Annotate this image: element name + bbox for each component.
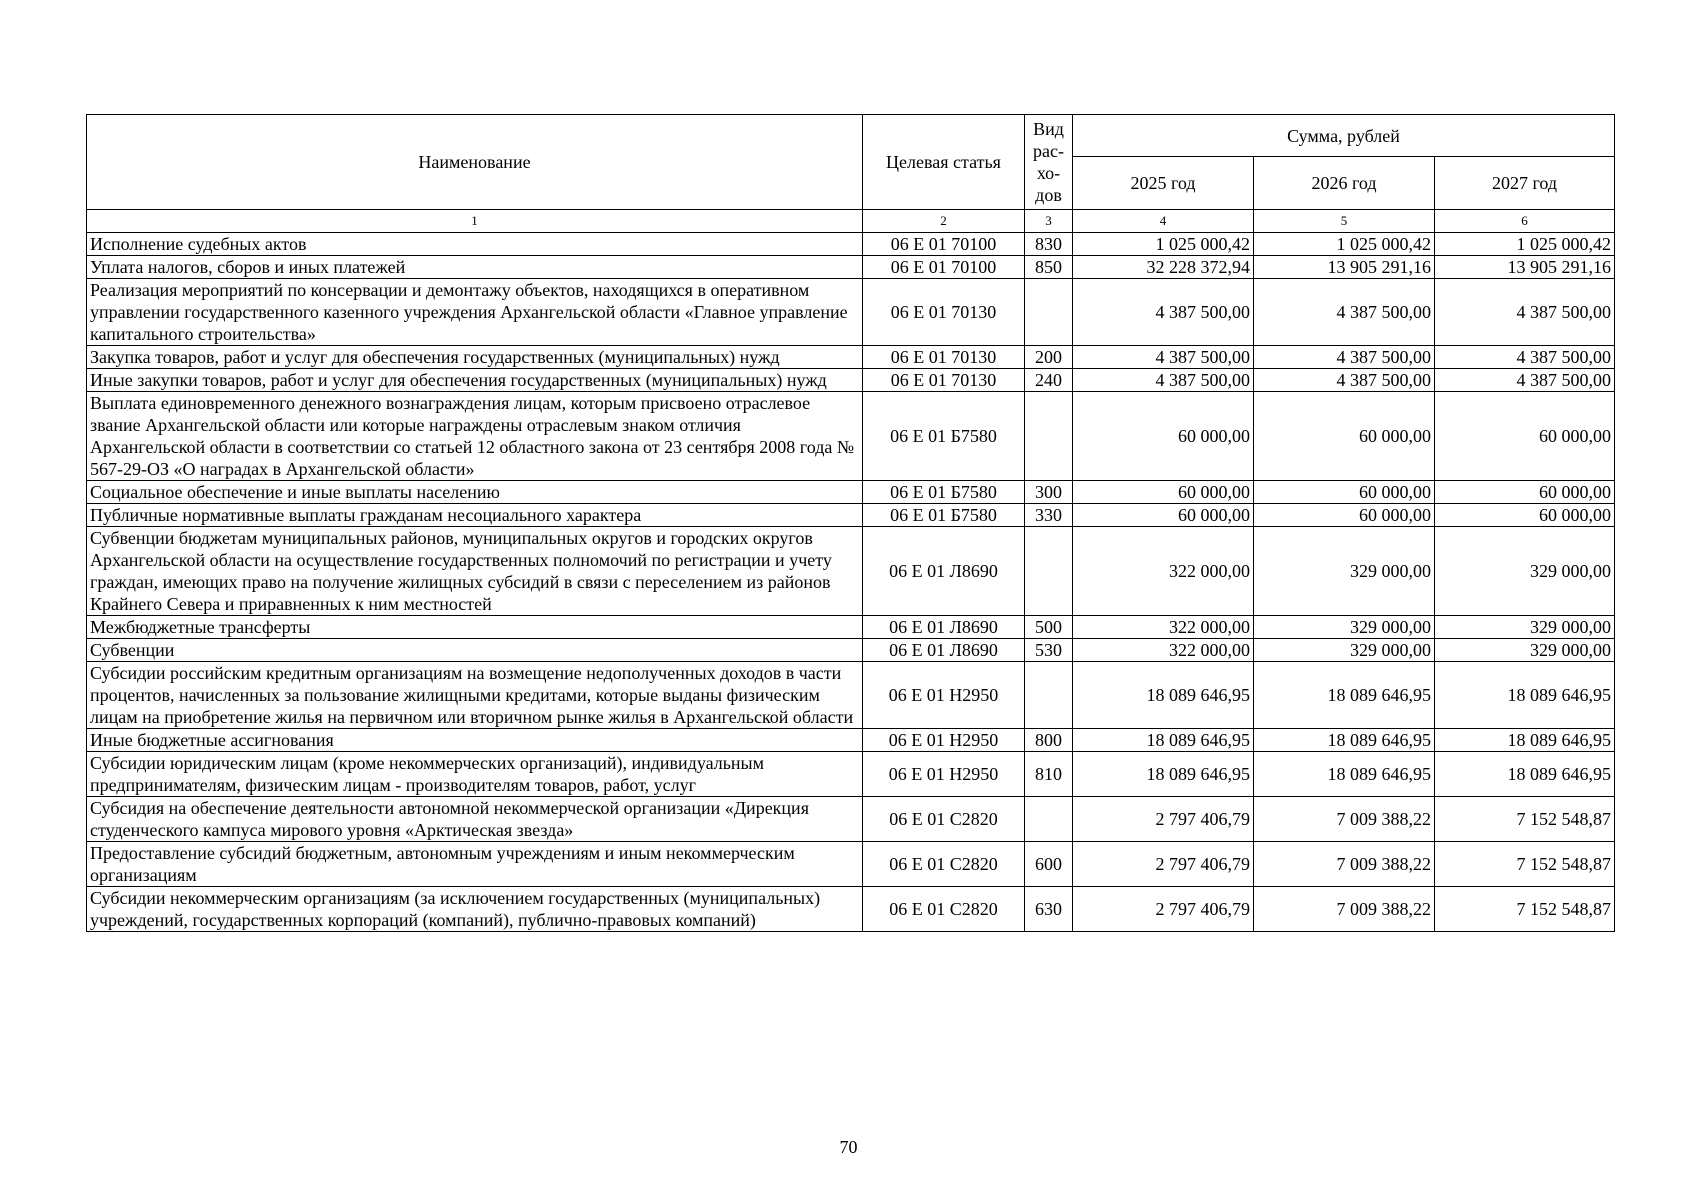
table-row	[87, 729, 1615, 752]
row-name: Исполнение судебных актов	[87, 233, 863, 256]
row-name: Реализация мероприятий по консервации и демонтажу объектов, находящихся в оперативном управлении государственного казенного учреждения Архангельской области «Главное управление капитального строительства»	[87, 279, 863, 346]
row-target-code: 06 Е 01 Н2950	[863, 662, 1025, 729]
row-name: Закупка товаров, работ и услуг для обеспечения государственных (муниципальных) нужд	[87, 346, 863, 369]
row-name: Социальное обеспечение и иные выплаты населению	[87, 481, 863, 504]
row-expense-kind	[1025, 527, 1073, 616]
row-name: Межбюджетные трансферты	[87, 616, 863, 639]
header-year-2026: 2026 год	[1254, 157, 1435, 210]
row-sum-2026: 60 000,00	[1254, 504, 1435, 527]
row-target-code: 06 Е 01 Л8690	[863, 527, 1025, 616]
row-sum-2027: 1 025 000,42	[1435, 233, 1615, 256]
row-sum-2027: 7 152 548,87	[1435, 842, 1615, 887]
row-target-code: 06 Е 01 Н2950	[863, 729, 1025, 752]
row-sum-2025: 32 228 372,94	[1073, 256, 1254, 279]
row-target-code: 06 Е 01 С2820	[863, 797, 1025, 842]
row-name: Субсидия на обеспечение деятельности автономной некоммерческой организации «Дирекция студенческого кампуса мирового уровня «Арктическая звезда»	[87, 797, 863, 842]
header-code	[863, 115, 1025, 210]
row-expense-kind: 850	[1025, 256, 1073, 279]
table-row	[87, 639, 1615, 662]
row-sum-2027: 18 089 646,95	[1435, 729, 1615, 752]
row-expense-kind: 500	[1025, 616, 1073, 639]
row-expense-kind	[1025, 662, 1073, 729]
table-row	[87, 797, 1615, 842]
header-code-label: Целевая статья	[886, 152, 1001, 172]
row-name: Субсидии юридическим лицам (кроме некоммерческих организаций), индивидуальным предпринимателям, физическим лицам - производителям товаров, работ, услуг	[87, 752, 863, 797]
table-row	[87, 752, 1615, 797]
row-name: Предоставление субсидий бюджетным, автономным учреждениям и иным некоммерческим организациям	[87, 842, 863, 887]
row-expense-kind: 530	[1025, 639, 1073, 662]
row-sum-2025: 2 797 406,79	[1073, 797, 1254, 842]
row-expense-kind: 810	[1025, 752, 1073, 797]
row-sum-2026: 7 009 388,22	[1254, 797, 1435, 842]
row-name: Субвенции бюджетам муниципальных районов, муниципальных округов и городских округов Архангельской области на осуществление государственных полномочий по регистрации и учету граждан, имеющих право на получение жилищных субсидий в связи с переселением из районов Крайнего Севера и приравненных к ним местностей	[87, 527, 863, 616]
column-number-row	[87, 210, 1615, 233]
row-sum-2027: 13 905 291,16	[1435, 256, 1615, 279]
row-name: Уплата налогов, сборов и иных платежей	[87, 256, 863, 279]
row-target-code: 06 Е 01 Б7580	[863, 392, 1025, 481]
row-sum-2027: 329 000,00	[1435, 639, 1615, 662]
row-sum-2025: 322 000,00	[1073, 616, 1254, 639]
budget-table	[86, 114, 1615, 932]
row-sum-2026: 13 905 291,16	[1254, 256, 1435, 279]
row-target-code: 06 Е 01 70130	[863, 279, 1025, 346]
table-body	[87, 233, 1615, 932]
row-sum-2025: 60 000,00	[1073, 392, 1254, 481]
row-target-code: 06 Е 01 Л8690	[863, 616, 1025, 639]
row-sum-2026: 4 387 500,00	[1254, 279, 1435, 346]
row-sum-2027: 4 387 500,00	[1435, 346, 1615, 369]
row-sum-2027: 7 152 548,87	[1435, 797, 1615, 842]
row-sum-2027: 60 000,00	[1435, 504, 1615, 527]
row-sum-2025: 18 089 646,95	[1073, 662, 1254, 729]
column-number: 1	[87, 210, 863, 233]
row-sum-2026: 7 009 388,22	[1254, 887, 1435, 932]
table-row	[87, 842, 1615, 887]
row-target-code: 06 Е 01 С2820	[863, 842, 1025, 887]
row-name: Выплата единовременного денежного вознаграждения лицам, которым присвоено отраслевое звание Архангельской области или которые награждены отраслевым знаком отличия Архангельской области в соответствии со статьей 12 областного закона от 23 сентября 2008 года № 567-29-ОЗ «О наградах в Архангельской области»	[87, 392, 863, 481]
row-target-code: 06 Е 01 Б7580	[863, 504, 1025, 527]
row-sum-2025: 18 089 646,95	[1073, 729, 1254, 752]
row-sum-2026: 18 089 646,95	[1254, 752, 1435, 797]
table-row	[87, 279, 1615, 346]
column-number: 5	[1254, 210, 1435, 233]
row-sum-2026: 18 089 646,95	[1254, 729, 1435, 752]
header-name: Наименование	[87, 115, 863, 210]
row-sum-2027: 7 152 548,87	[1435, 887, 1615, 932]
column-number: 2	[863, 210, 1025, 233]
column-number: 6	[1435, 210, 1615, 233]
table-row	[87, 887, 1615, 932]
row-sum-2026: 1 025 000,42	[1254, 233, 1435, 256]
row-sum-2025: 4 387 500,00	[1073, 369, 1254, 392]
row-sum-2025: 18 089 646,95	[1073, 752, 1254, 797]
row-target-code: 06 Е 01 70100	[863, 233, 1025, 256]
header-kind	[1025, 115, 1073, 210]
row-sum-2025: 60 000,00	[1073, 481, 1254, 504]
row-sum-2026: 18 089 646,95	[1254, 662, 1435, 729]
row-target-code: 06 Е 01 70130	[863, 369, 1025, 392]
row-target-code: 06 Е 01 Л8690	[863, 639, 1025, 662]
row-expense-kind: 600	[1025, 842, 1073, 887]
row-target-code: 06 Е 01 70100	[863, 256, 1025, 279]
row-sum-2025: 1 025 000,42	[1073, 233, 1254, 256]
row-sum-2026: 4 387 500,00	[1254, 369, 1435, 392]
header-sum: Сумма, рублей	[1073, 115, 1615, 157]
row-sum-2025: 2 797 406,79	[1073, 842, 1254, 887]
row-expense-kind: 240	[1025, 369, 1073, 392]
row-sum-2025: 322 000,00	[1073, 527, 1254, 616]
row-expense-kind: 830	[1025, 233, 1073, 256]
row-sum-2025: 60 000,00	[1073, 504, 1254, 527]
row-sum-2026: 60 000,00	[1254, 481, 1435, 504]
column-number: 4	[1073, 210, 1254, 233]
row-name: Иные закупки товаров, работ и услуг для обеспечения государственных (муниципальных) нужд	[87, 369, 863, 392]
row-target-code: 06 Е 01 Н2950	[863, 752, 1025, 797]
row-sum-2026: 329 000,00	[1254, 639, 1435, 662]
row-sum-2025: 4 387 500,00	[1073, 346, 1254, 369]
row-name: Субсидии российским кредитным организациям на возмещение недополученных доходов в части процентов, начисленных за пользование жилищными кредитами, которые выданы физическим лицам на приобретение жилья на первичном или вторичном рынке жилья в Архангельской области	[87, 662, 863, 729]
row-sum-2027: 18 089 646,95	[1435, 752, 1615, 797]
row-target-code: 06 Е 01 70130	[863, 346, 1025, 369]
page-number: 70	[839, 1137, 858, 1157]
row-expense-kind	[1025, 392, 1073, 481]
row-name: Публичные нормативные выплаты гражданам несоциального характера	[87, 504, 863, 527]
table-row	[87, 504, 1615, 527]
table-row	[87, 256, 1615, 279]
row-name: Иные бюджетные ассигнования	[87, 729, 863, 752]
table-row	[87, 233, 1615, 256]
header-kind-label: Вид рас-хо-дов	[1033, 119, 1064, 205]
table-row	[87, 481, 1615, 504]
row-sum-2025: 2 797 406,79	[1073, 887, 1254, 932]
row-sum-2026: 7 009 388,22	[1254, 842, 1435, 887]
header-year-2025: 2025 год	[1073, 157, 1254, 210]
row-sum-2025: 4 387 500,00	[1073, 279, 1254, 346]
row-sum-2026: 329 000,00	[1254, 616, 1435, 639]
row-name: Субвенции	[87, 639, 863, 662]
header-year-2027: 2027 год	[1435, 157, 1615, 210]
row-sum-2027: 18 089 646,95	[1435, 662, 1615, 729]
row-expense-kind: 800	[1025, 729, 1073, 752]
table-row	[87, 662, 1615, 729]
row-sum-2027: 60 000,00	[1435, 481, 1615, 504]
row-expense-kind: 330	[1025, 504, 1073, 527]
table-row	[87, 616, 1615, 639]
table-row	[87, 392, 1615, 481]
row-sum-2027: 60 000,00	[1435, 392, 1615, 481]
row-expense-kind: 300	[1025, 481, 1073, 504]
row-sum-2027: 329 000,00	[1435, 616, 1615, 639]
row-expense-kind	[1025, 797, 1073, 842]
row-expense-kind	[1025, 279, 1073, 346]
row-sum-2026: 329 000,00	[1254, 527, 1435, 616]
row-sum-2027: 4 387 500,00	[1435, 279, 1615, 346]
column-number: 3	[1025, 210, 1073, 233]
row-sum-2026: 60 000,00	[1254, 392, 1435, 481]
row-sum-2025: 322 000,00	[1073, 639, 1254, 662]
row-target-code: 06 Е 01 С2820	[863, 887, 1025, 932]
table-row	[87, 346, 1615, 369]
table-row	[87, 527, 1615, 616]
table-row	[87, 369, 1615, 392]
row-sum-2026: 4 387 500,00	[1254, 346, 1435, 369]
row-target-code: 06 Е 01 Б7580	[863, 481, 1025, 504]
row-name: Субсидии некоммерческим организациям (за исключением государственных (муниципальных) учреждений, государственных корпораций (компаний), публично-правовых компаний)	[87, 887, 863, 932]
row-sum-2027: 4 387 500,00	[1435, 369, 1615, 392]
row-expense-kind: 200	[1025, 346, 1073, 369]
row-expense-kind: 630	[1025, 887, 1073, 932]
row-sum-2027: 329 000,00	[1435, 527, 1615, 616]
